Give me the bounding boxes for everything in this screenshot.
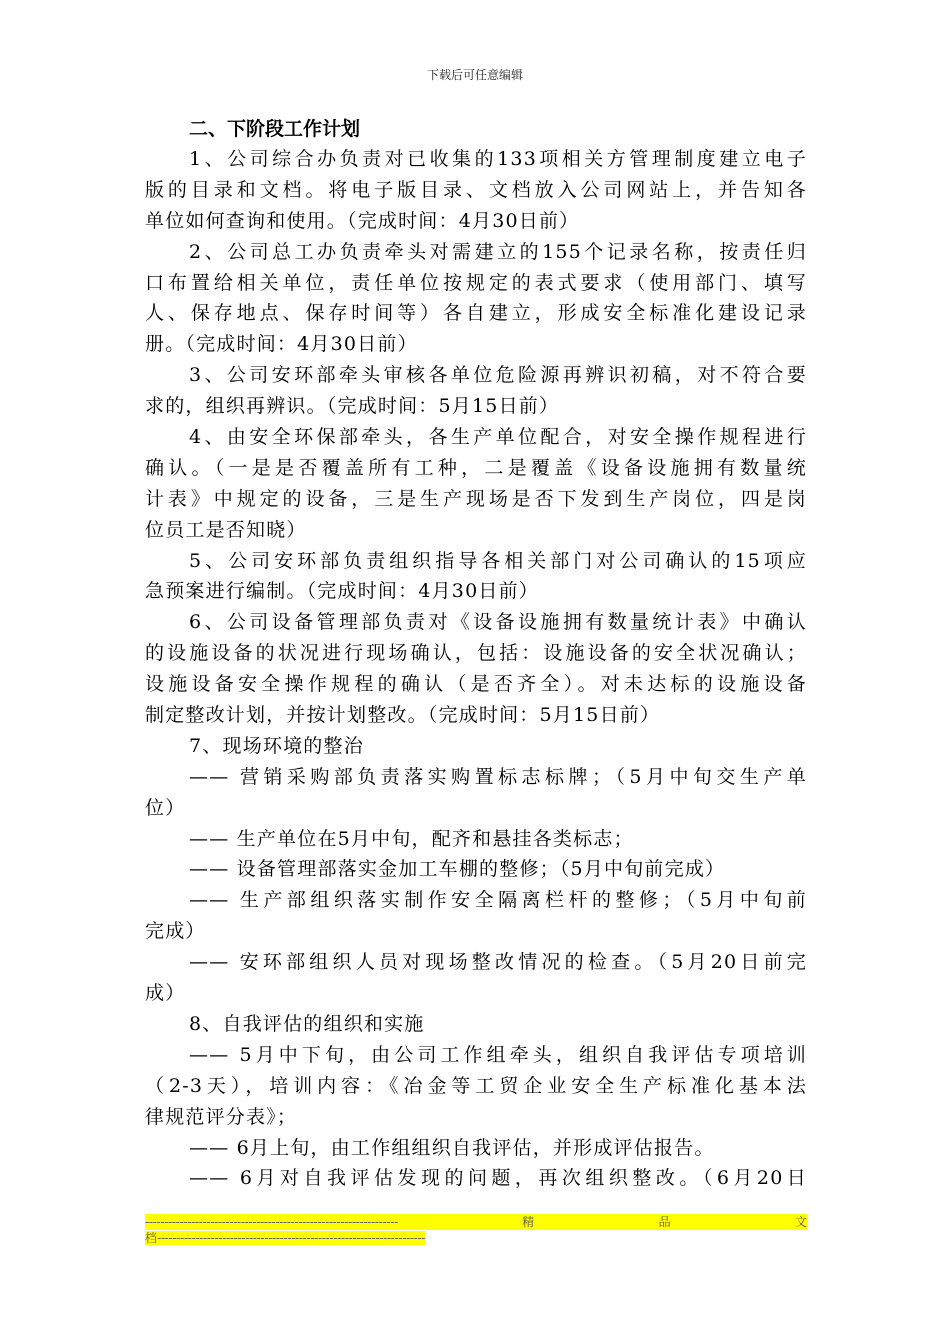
text-line: —— 6月对自我评估发现的问题，再次组织整改。（6月20日	[189, 1167, 807, 1190]
text-line: —— 生产单位在5月中旬，配齐和悬挂各类标志；	[189, 827, 634, 850]
text-line: —— 5月中下旬，由公司工作组牵头，组织自我评估专项培训	[189, 1043, 807, 1066]
text-line: 版的目录和文档。将电子版目录、文档放入公司网站上，并告知各	[145, 178, 807, 201]
text-line: —— 6月上旬，由工作组组织自我评估，并形成评估报告。	[189, 1136, 715, 1159]
text-line: —— 安环部组织人员对现场整改情况的检查。（5月20日前完	[189, 951, 807, 974]
text-line: 人、保存地点、保存时间等）各自建立，形成安全标准化建设记录	[145, 302, 807, 325]
text-line: 成）	[145, 982, 186, 1005]
text-line: —— 设备管理部落实金加工车棚的整修；（5月中旬前完成）	[189, 858, 726, 881]
text-line: 求的，组织再辨识。（完成时间：5月15日前）	[145, 395, 560, 418]
text-line: —— 营销采购部负责落实购置标志标牌；（5月中旬交生产单	[189, 765, 807, 788]
paragraph-lines	[145, 144, 807, 1194]
footer-word-3: 文	[794, 1215, 807, 1229]
text-line: 单位如何查询和使用。（完成时间：4月30日前）	[145, 209, 580, 232]
text-line: 的设施设备的状况进行现场确认，包括：设施设备的安全状况确认；	[145, 642, 807, 665]
text-line: 5、公司安环部负责组织指导各相关部门对公司确认的15项应	[189, 549, 807, 572]
footer-char: 档	[145, 1231, 158, 1245]
text-line: 完成）	[145, 920, 206, 943]
text-line: 确认。（一是是否覆盖所有工种，二是覆盖《设备设施拥有数量统	[145, 456, 807, 479]
text-line: 8、自我评估的组织和实施	[189, 1012, 425, 1035]
footer-row2-highlight	[145, 1231, 425, 1245]
text-line: 位员工是否知晓）	[145, 518, 307, 541]
text-line: 册。（完成时间：4月30日前）	[145, 333, 418, 356]
footer-dashes: ------------------------------------------------------------------	[145, 1215, 398, 1229]
text-line: 2、公司总工办负责牵头对需建立的155个记录名称，按责任归	[189, 240, 807, 263]
footer-watermark-row-2	[145, 1230, 807, 1246]
text-line: 7、现场环境的整治	[189, 734, 364, 757]
text-line: 律规范评分表》；	[145, 1105, 298, 1128]
footer-word-2: 品	[658, 1215, 671, 1229]
text-line: —— 生产部组织落实制作安全隔离栏杆的整修；（5月中旬前	[189, 889, 807, 912]
section-heading: 二、下阶段工作计划	[189, 118, 361, 140]
text-line: 制定整改计划，并按计划整改。（完成时间：5月15日前）	[145, 704, 661, 727]
text-line: 急预案进行编制。（完成时间：4月30日前）	[145, 580, 539, 603]
text-line: 计表》中规定的设备，三是生产现场是否下发到生产岗位，四是岗	[145, 487, 807, 510]
text-line: 口布置给相关单位，责任单位按规定的表式要求（使用部门、填写	[145, 271, 807, 294]
footer-watermark-row-1	[145, 1214, 807, 1230]
text-line: （2-3天），培训内容：《冶金等工贸企业安全生产标准化基本法	[145, 1074, 807, 1097]
text-line: 6、公司设备管理部负责对《设备设施拥有数量统计表》中确认	[189, 611, 807, 634]
text-line: 位）	[145, 796, 186, 819]
footer-word-1: 精	[522, 1215, 535, 1229]
text-line: 设施设备安全操作规程的确认（是否齐全）。对未达标的设施设备	[145, 673, 807, 696]
header-note: 下载后可任意编辑	[426, 68, 523, 82]
text-line: 4、由安全环保部牵头，各生产单位配合，对安全操作规程进行	[189, 426, 807, 449]
footer-dashes-2: ----------------------------------------------------------------------	[157, 1231, 426, 1245]
document-body	[145, 114, 807, 1194]
text-line: 1、公司综合办负责对已收集的133项相关方管理制度建立电子	[189, 148, 807, 170]
text-line: 3、公司安环部牵头审核各单位危险源再辨识初稿，对不符合要	[189, 364, 807, 387]
